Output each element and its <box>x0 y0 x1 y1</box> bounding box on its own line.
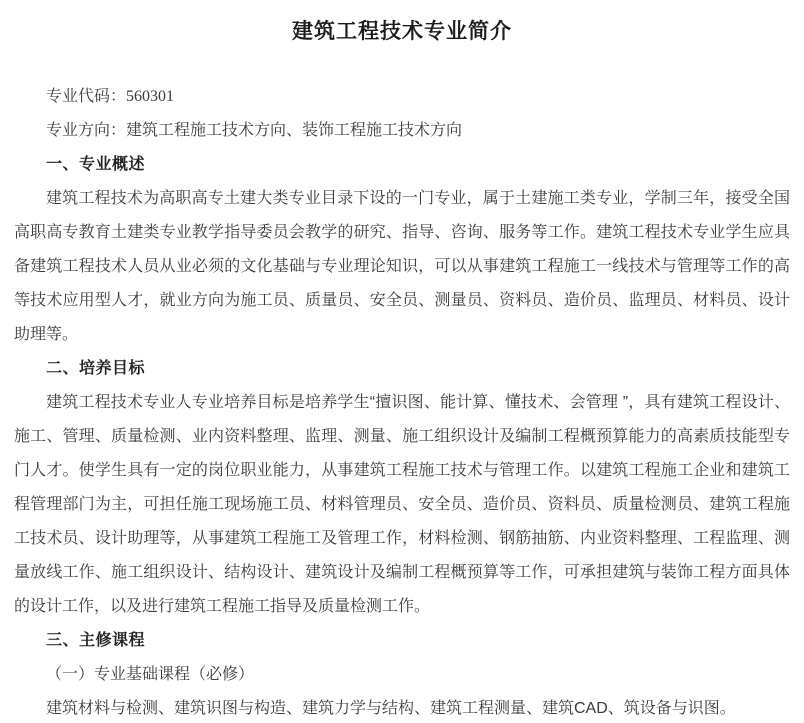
page-title: 建筑工程技术专业简介 <box>292 20 512 43</box>
training-objectives-paragraph: 建筑工程技术专业人专业培养目标是培养学生“擅识图、能计算、懂技术、会管理 ”，具有建筑工程设计、施工、管理、质量检测、业内资料整理、监理、测量、施工组织设计及编制工程概预算能力的高素质技能型专门人才。使学生具有一定的岗位职业能力，从事建筑工程施工技术与管理工作。以建筑工程施工企业和建筑工程管理部门为主，可担任施工现场施工员、材料管理员、安全员、造价员、资料员、质量检测员、建筑工程施工技术员、设计助理等，从事建筑工程施工及管理工作，材料检测、钢筋抽筋、内业资料整理、工程监理、测量放线工作、施工组织设计、结构设计、建筑设计及编制工程概预算等工作，可承担建筑与装饰工程方面具体的设计工作，以及进行建筑工程施工指导及质量检测工作。 <box>14 394 790 615</box>
major-direction-label: 专业方向： <box>46 122 127 139</box>
overview-paragraph: 建筑工程技术为高职高专土建大类专业目录下设的一门专业，属于土建施工类专业，学制三年，接受全国高职高专教育土建类专业教学指导委员会教学的研究、指导、咨询、服务等工作。建筑工程技术专业学生应具备建筑工程技术人员从业必须的文化基础与专业理论知识，可以从事建筑工程施工一线技术与管理等工作的高等技术应用型人才，就业方向为施工员、质量员、安全员、测量员、资料员、造价员、监理员、材料员、设计助理等。 <box>14 190 790 343</box>
major-code-value: 560301 <box>126 88 175 105</box>
section-heading-main-courses: 三、主修课程 <box>46 632 146 649</box>
courses-subheading: （一）专业基础课程（必修） <box>46 666 255 683</box>
major-code-line <box>14 80 790 114</box>
section-heading-overview: 一、专业概述 <box>46 156 146 173</box>
courses-list-paragraph: 建筑材料与检测、建筑识图与构造、建筑力学与结构、建筑工程测量、建筑CAD、筑设备与识图。 <box>46 700 736 717</box>
major-direction-line <box>14 114 790 148</box>
section-heading-training-objectives: 二、培养目标 <box>46 360 146 377</box>
major-code-label: 专业代码： <box>46 88 127 105</box>
major-direction-value: 建筑工程施工技术方向、装饰工程施工技术方向 <box>126 122 463 139</box>
